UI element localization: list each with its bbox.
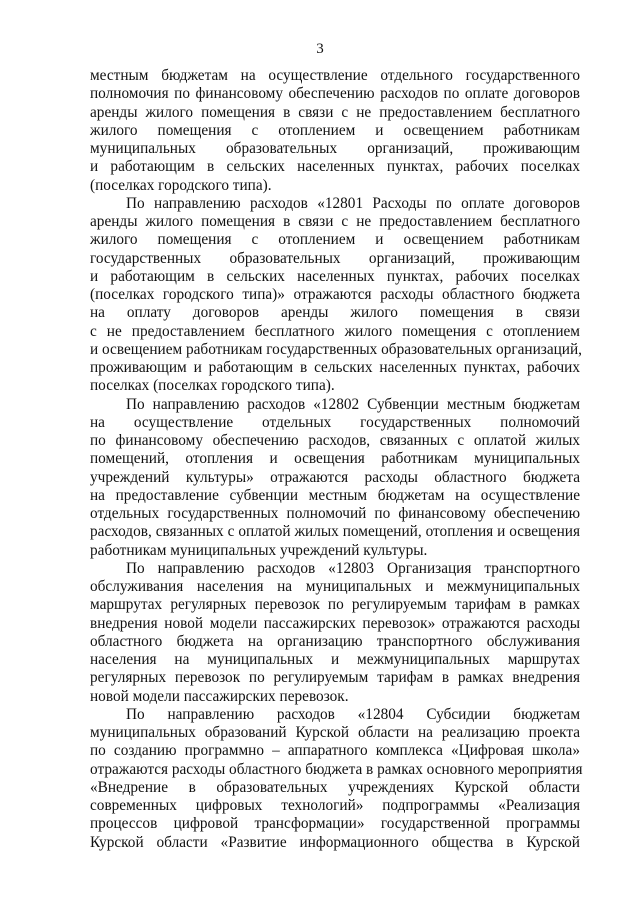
text-line: обслуживания населения на муниципальных и межмуниципальных (90, 578, 580, 595)
text-line: новой модели пассажирских перевозок. (90, 687, 349, 705)
text-line: государственных образовательных организаций, проживающим (90, 249, 580, 267)
text-line: «Внедрение в образовательных учреждениях Курской области (90, 778, 580, 796)
text-line: процессов цифровой трансформации» государственной программы (90, 815, 580, 833)
text-line: По направлению расходов «12801 Расходы по оплате договоров (126, 194, 580, 212)
text-line: По направлению расходов «12802 Субвенции местным бюджетам (126, 395, 580, 413)
text-line: с не предоставлением бесплатного жилого помещения с отоплением (90, 322, 580, 340)
text-line: работникам муниципальных учреждений культуры. (90, 541, 428, 559)
text-line: (поселках городского типа). (90, 176, 272, 194)
text-line: Курской области «Развитие информационного общества в Курской (90, 833, 580, 851)
text-line: жилого помещения с отоплением и освещением работникам (90, 121, 580, 139)
text-line: регулярных перевозок по регулируемым тарифам в рамках внедрения (90, 669, 580, 687)
text-line: поселках (поселках городского типа). (90, 377, 335, 395)
text-line: полномочия по финансовому обеспечению расходов по оплате договоров (90, 85, 580, 103)
text-line: аренды жилого помещения в связи с не предоставлением бесплатного (90, 213, 580, 230)
text-line: современных цифровых технологий» подпрограммы «Реализация (90, 797, 580, 814)
text-line: населения на муниципальных и межмуниципальных маршрутах (90, 651, 580, 668)
text-line: (поселках городского типа)» отражаются расходы областного бюджета (90, 286, 580, 303)
text-line: По направлению расходов «12804 Субсидии бюджетам (126, 705, 580, 723)
text-line: отдельных государственных полномочий по финансовому обеспечению (90, 505, 580, 522)
document-body-text (90, 67, 583, 852)
text-line: По направлению расходов «12803 Организация транспортного (126, 559, 580, 577)
text-line: областного бюджета на организацию транспортного обслуживания (90, 632, 580, 650)
text-line: проживающим и работающим в сельских населенных пунктах, рабочих (90, 359, 580, 376)
text-line: и работающим в сельских населенных пунктах, рабочих поселках (90, 267, 580, 285)
text-line: на осуществление отдельных государственных полномочий (90, 413, 580, 431)
text-line: и работающим в сельских населенных пунктах, рабочих поселках (90, 158, 580, 176)
text-line: на предоставление субвенции местным бюджетам на осуществление (90, 486, 580, 504)
text-line: по созданию программно – аппаратного комплекса «Цифровая школа» (90, 742, 580, 760)
text-line: местным бюджетам на осуществление отдельного государственного (90, 67, 580, 84)
text-line: муниципальных образований Курской области на реализацию проекта (90, 724, 580, 741)
text-line: жилого помещения с отоплением и освещением работникам (90, 231, 580, 249)
text-line: помещений, отопления и освещения работникам муниципальных (90, 450, 580, 468)
text-line: муниципальных образовательных организаций, проживающим (90, 140, 580, 157)
text-line: и освещением работникам государственных образовательных организаций, (90, 340, 582, 358)
text-line: на оплату договоров аренды жилого помещения в связи (90, 304, 580, 322)
page-number: 3 (316, 41, 324, 57)
text-line: маршрутах регулярных перевозок по регулируемым тарифам в рамках (90, 596, 580, 614)
text-line: учреждений культуры» отражаются расходы областного бюджета (90, 468, 580, 486)
text-line: по финансовому обеспечению расходов, связанных с оплатой жилых (90, 432, 580, 449)
text-line: отражаются расходы областного бюджета в рамках основного мероприятия (90, 760, 583, 778)
text-line: аренды жилого помещения в связи с не предоставлением бесплатного (90, 103, 580, 121)
text-line: расходов, связанных с оплатой жилых помещений, отопления и освещения (90, 523, 580, 541)
text-line: внедрения новой модели пассажирских перевозок» отражаются расходы (90, 614, 580, 632)
